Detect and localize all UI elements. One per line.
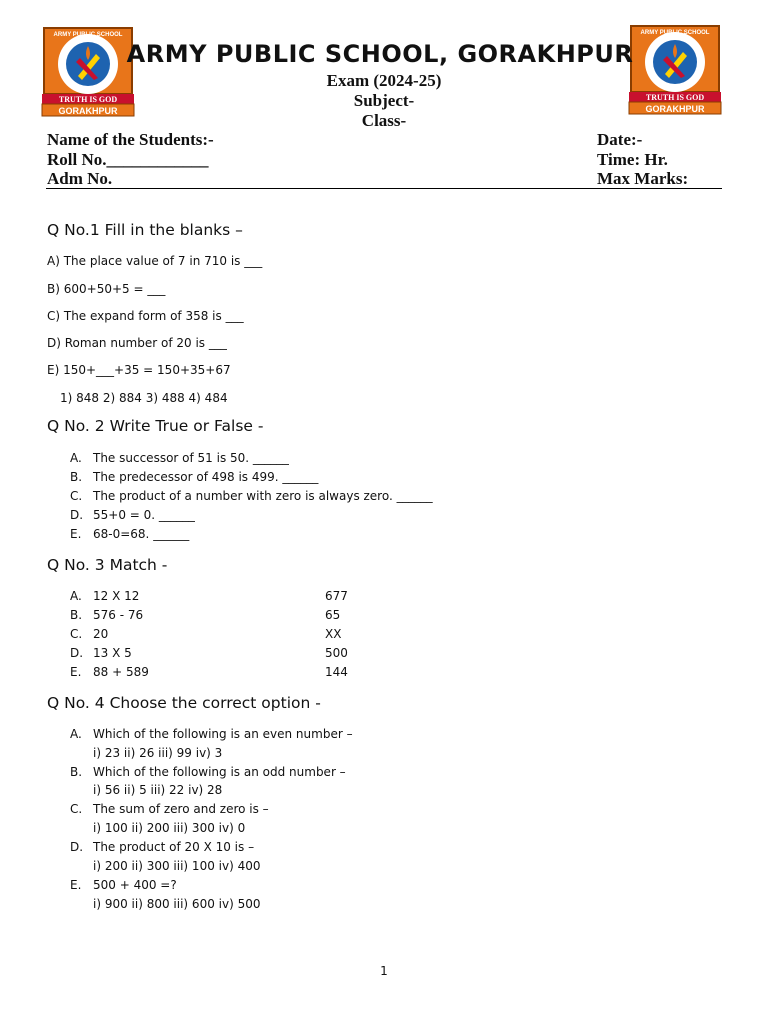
logo-arc-text: ARMY PUBLIC SCHOOL [53, 32, 123, 38]
q4-options-d: i) 200 ii) 300 iii) 100 iv) 400 [93, 859, 261, 873]
q1-item-c: C) The expand form of 358 is ___ [47, 309, 244, 323]
q4-question-a: Which of the following is an even number – [93, 727, 353, 741]
max-marks-label: Max Marks: [597, 169, 689, 188]
list-marker: C. [70, 627, 83, 641]
q3-right-d: 500 [325, 646, 348, 660]
q1-options: 1) 848 2) 884 3) 488 4) 484 [60, 391, 228, 405]
q2-item-c: The product of a number with zero is always zero. ______ [93, 489, 433, 503]
list-marker: E. [70, 665, 82, 679]
subject-label: Subject- [353, 91, 415, 110]
q2-heading: Q No. 2 Write True or False - [47, 417, 264, 435]
q4-options-e: i) 900 ii) 800 iii) 600 iv) 500 [93, 897, 261, 911]
q3-right-b: 65 [325, 608, 341, 622]
q4-question-b: Which of the following is an odd number – [93, 765, 346, 779]
logo-motto: TRUTH IS GOD [645, 93, 705, 102]
q2-item-e: 68-0=68. ______ [93, 527, 190, 541]
exam-title: Exam (2024-25) [326, 71, 442, 90]
list-marker: E. [70, 527, 82, 541]
q3-right-a: 677 [325, 589, 348, 603]
q4-options-c: i) 100 ii) 200 iii) 300 iv) 0 [93, 821, 246, 835]
list-marker: D. [70, 508, 84, 522]
q2-item-b: The predecessor of 498 is 499. ______ [93, 470, 319, 484]
list-marker: E. [70, 878, 82, 892]
date-label: Date:- [597, 130, 643, 149]
list-marker: D. [70, 840, 84, 854]
q3-heading: Q No. 3 Match - [47, 556, 168, 574]
header-divider [46, 188, 722, 189]
time-label: Time: Hr. [597, 150, 668, 169]
list-marker: B. [70, 765, 83, 779]
q3-right-e: 144 [325, 665, 348, 679]
student-name-label: Name of the Students:- [47, 130, 214, 149]
q3-left-b: 576 - 76 [93, 608, 144, 622]
q2-item-d: 55+0 = 0. ______ [93, 508, 195, 522]
q1-item-a: A) The place value of 7 in 710 is ___ [47, 254, 263, 268]
list-marker: B. [70, 608, 83, 622]
logo-city: GORAKHPUR [645, 104, 705, 114]
logo-arc-text: ARMY PUBLIC SCHOOL [640, 30, 710, 36]
q2-item-a: The successor of 51 is 50. ______ [93, 451, 289, 465]
q3-right-c: XX [325, 627, 342, 641]
logo-motto: TRUTH IS GOD [58, 95, 118, 104]
list-marker: A. [70, 589, 82, 603]
list-marker: C. [70, 802, 83, 816]
q3-left-d: 13 X 5 [93, 646, 132, 660]
q3-left-c: 20 [93, 627, 109, 641]
list-marker: C. [70, 489, 83, 503]
q4-question-d: The product of 20 X 10 is – [93, 840, 255, 854]
q1-item-e: E) 150+___+35 = 150+35+67 [47, 363, 231, 377]
q4-options-b: i) 56 ii) 5 iii) 22 iv) 28 [93, 783, 223, 797]
school-name: ARMY PUBLIC SCHOOL, GORAKHPUR [126, 40, 634, 68]
page-number: 1 [380, 964, 388, 978]
q4-question-c: The sum of zero and zero is – [93, 802, 269, 816]
class-label: Class- [361, 111, 407, 130]
q3-left-a: 12 X 12 [93, 589, 140, 603]
q1-item-b: B) 600+50+5 = ___ [47, 282, 166, 296]
q3-left-e: 88 + 589 [93, 665, 149, 679]
q4-question-e: 500 + 400 =? [93, 878, 177, 892]
list-marker: D. [70, 646, 84, 660]
logo-city: GORAKHPUR [58, 106, 118, 116]
roll-no-label: Roll No.____________ [47, 150, 209, 169]
q1-heading: Q No.1 Fill in the blanks – [47, 221, 243, 239]
list-marker: B. [70, 470, 83, 484]
q4-heading: Q No. 4 Choose the correct option - [47, 694, 321, 712]
adm-no-label: Adm No. [47, 169, 113, 188]
list-marker: A. [70, 727, 82, 741]
list-marker: A. [70, 451, 82, 465]
q4-options-a: i) 23 ii) 26 iii) 99 iv) 3 [93, 746, 223, 760]
q1-item-d: D) Roman number of 20 is ___ [47, 336, 227, 350]
